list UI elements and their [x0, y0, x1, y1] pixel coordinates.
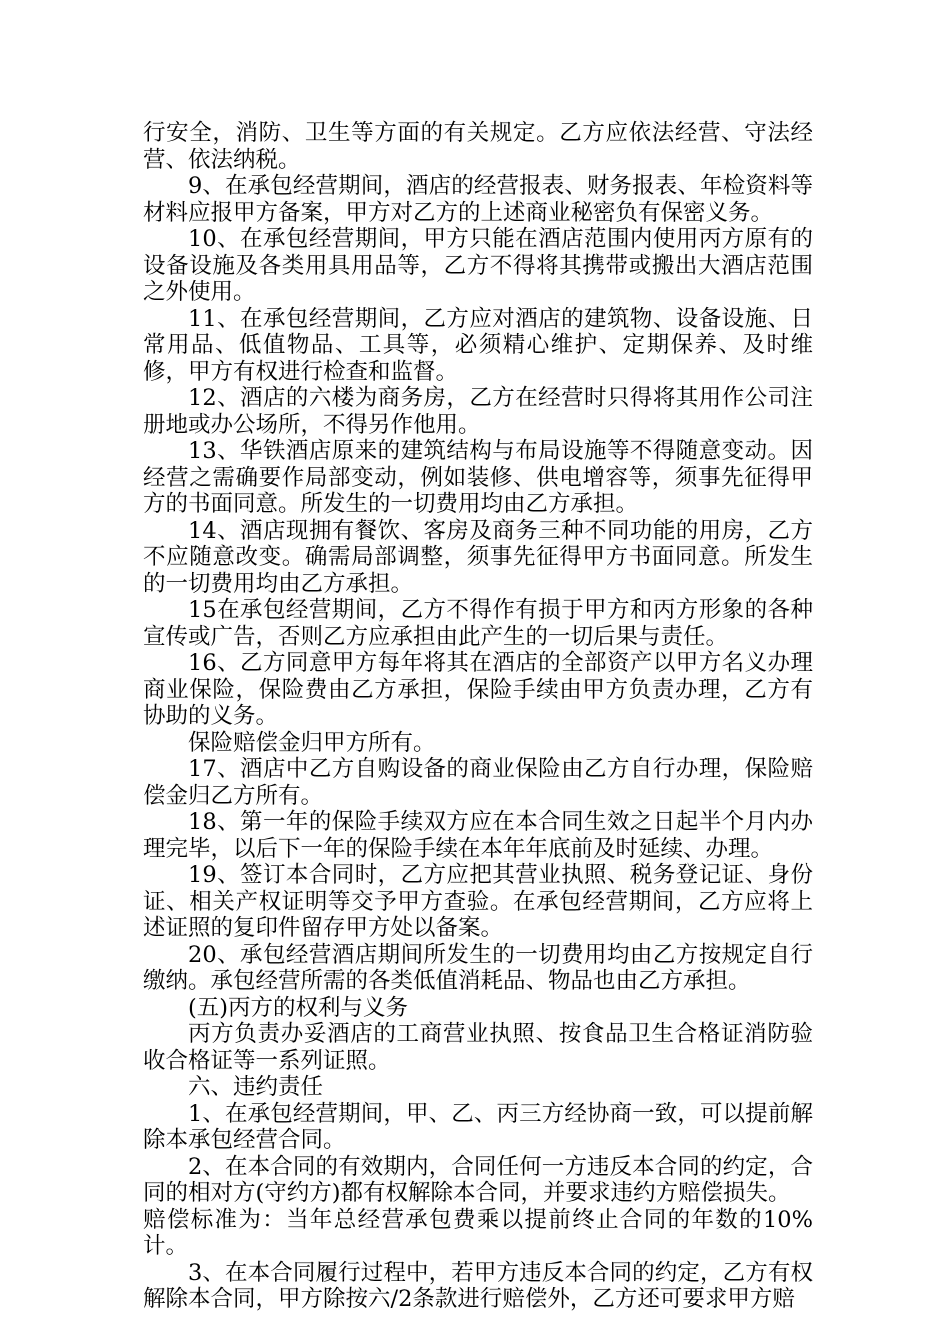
paragraph: 14、酒店现拥有餐饮、客房及商务三种不同功能的用房，乙方不应随意改变。确需局部调整，须事先征得甲方书面同意。所发生的一切费用均由乙方承担。: [143, 517, 813, 597]
paragraph: 16、乙方同意甲方每年将其在酒店的全部资产以甲方名义办理商业保险，保险费由乙方承担，保险手续由甲方负责办理，乙方有协助的义务。: [143, 650, 813, 729]
paragraph: 丙方负责办妥酒店的工商营业执照、按食品卫生合格证消防验收合格证等一系列证照。: [143, 1021, 813, 1074]
paragraph: 1、在承包经营期间，甲、乙、丙三方经协商一致，可以提前解除本承包经营合同。: [143, 1100, 813, 1153]
paragraph: 13、华铁酒店原来的建筑结构与布局设施等不得随意变动。因经营之需确要作局部变动，例如装修、供电增容等，须事先征得甲方的书面同意。所发生的一切费用均由乙方承担。: [143, 438, 813, 517]
paragraph: 18、第一年的保险手续双方应在本合同生效之日起半个月内办理完毕，以后下一年的保险手续在本年年底前及时延续、办理。: [143, 809, 813, 862]
paragraph: 11、在承包经营期间，乙方应对酒店的建筑物、设备设施、日常用品、低值物品、工具等，必须精心维护、定期保养、及时维修，甲方有权进行检查和监督。: [143, 305, 813, 385]
paragraph: 19、签订本合同时，乙方应把其营业执照、税务登记证、身份证、相关产权证明等交予甲方查验。在承包经营期间，乙方应将上述证照的复印件留存甲方处以备案。: [143, 862, 813, 941]
paragraph: 15在承包经营期间，乙方不得作有损于甲方和丙方形象的各种宣传或广告，否则乙方应承担由此产生的一切后果与责任。: [143, 597, 813, 650]
section-heading: 六、违约责任: [188, 1074, 324, 1100]
paragraph: 3、在本合同履行过程中，若甲方违反本合同的约定，乙方有权解除本合同，甲方除按六/2条款进行赔偿外，乙方还可要求甲方赔: [143, 1259, 813, 1312]
paragraph: 20、承包经营酒店期间所发生的一切费用均由乙方按规定自行缴纳。承包经营所需的各类低值消耗品、物品也由乙方承担。: [143, 941, 813, 994]
paragraph: 赔偿标准为：当年总经营承包费乘以提前终止合同的年数的10%计。: [143, 1206, 813, 1259]
paragraph: 10、在承包经营期间，甲方只能在酒店范围内使用丙方原有的设备设施及各类用具用品等，乙方不得将其携带或搬出大酒店范围之外使用。: [143, 226, 813, 305]
paragraph: 12、酒店的六楼为商务房，乙方在经营时只得将其用作公司注册地或办公场所，不得另作他用。: [143, 385, 813, 438]
paragraph: 保险赔偿金归甲方所有。: [188, 729, 436, 756]
document-page: [143, 120, 813, 1313]
paragraph: 17、酒店中乙方自购设备的商业保险由乙方自行办理，保险赔偿金归乙方所有。: [143, 756, 813, 809]
paragraph: 9、在承包经营期间，酒店的经营报表、财务报表、年检资料等材料应报甲方备案，甲方对乙方的上述商业秘密负有保密义务。: [143, 173, 813, 226]
paragraph: 行安全，消防、卫生等方面的有关规定。乙方应依法经营、守法经营、依法纳税。: [143, 120, 813, 173]
section-heading: (五)丙方的权利与义务: [188, 994, 409, 1021]
paragraph: 2、在本合同的有效期内，合同任何一方违反本合同的约定，合同的相对方(守约方)都有权解除本合同，并要求违约方赔偿损失。: [143, 1153, 813, 1206]
